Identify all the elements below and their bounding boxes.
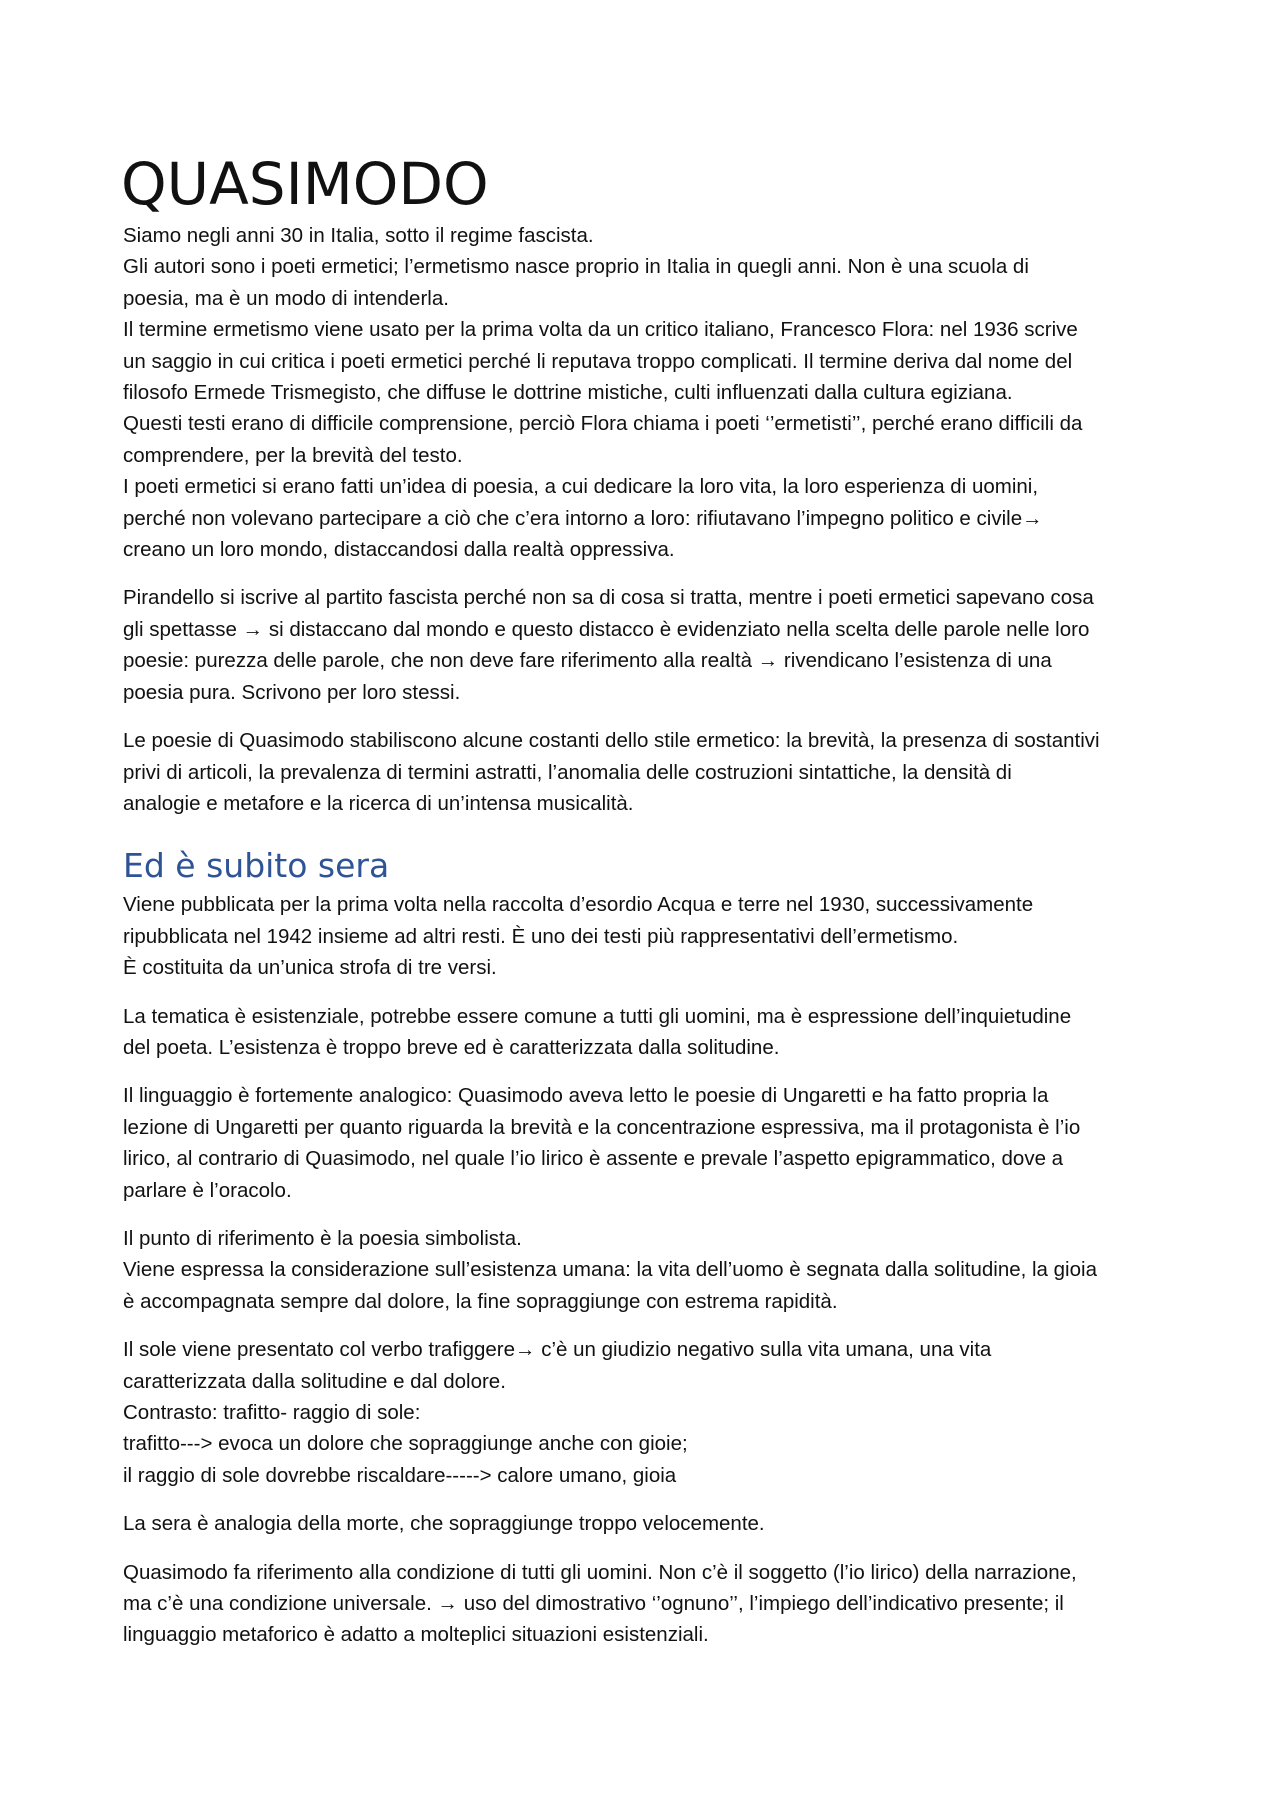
text-line: gli spettasse → si distaccano dal mondo e questo distacco è evidenziato nella scelta delle parole nelle loro: [123, 617, 1090, 641]
text-line: Contrasto: trafitto- raggio di sole:: [123, 1401, 421, 1424]
document-body: [123, 148, 1168, 1668]
text-line: poesia pura. Scrivono per loro stessi.: [123, 680, 461, 704]
text-line: La tematica è esistenziale, potrebbe essere comune a tutti gli uomini, ma è espressione dell’inquietudine: [123, 1004, 1072, 1028]
text-line: Questi testi erano di difficile comprensione, perciò Flora chiama i poeti ‘’ermetisti’’, perché erano difficili da: [123, 412, 1083, 436]
poem-analysis-section: [123, 889, 1168, 1651]
text-line: lirico, al contrario di Quasimodo, nel quale l’io lirico è assente e prevale l’aspetto epigrammatico, dove a: [123, 1147, 1064, 1171]
text-line: privi di articoli, la prevalenza di termini astratti, l’anomalia delle costruzioni sintattiche, la densità di: [123, 760, 1012, 784]
paragraph: [123, 1508, 1168, 1539]
text-line: Viene pubblicata per la prima volta nella raccolta d’esordio Acqua e terre nel 1930, successivamente: [123, 893, 1034, 917]
text-line: filosofo Ermede Trismegisto, che diffuse le dottrine mistiche, culti influenzati dalla cultura egiziana.: [123, 381, 1013, 405]
paragraph: [123, 1557, 1168, 1651]
text-line: Siamo negli anni 30 in Italia, sotto il regime fascista.: [123, 224, 594, 247]
text-line: analogie e metafore e la ricerca di un’intensa musicalità.: [123, 791, 634, 815]
text-line: perché non volevano partecipare a ciò che c’era intorno a loro: rifiutavano l’impegno politico e civile→: [123, 506, 1043, 530]
text-line: Quasimodo fa riferimento alla condizione di tutti gli uomini. Non c’è il soggetto (l’io lirico) della narrazione,: [123, 1560, 1077, 1584]
text-line: caratterizzata dalla solitudine e dal dolore.: [123, 1369, 506, 1393]
paragraph: [123, 889, 1168, 983]
paragraph: [123, 1001, 1168, 1064]
text-line: Viene espressa la considerazione sull’esistenza umana: la vita dell’uomo è segnata dalla solitudine, la gioia: [123, 1258, 1097, 1282]
text-line: creano un loro mondo, distaccandosi dalla realtà oppressiva.: [123, 538, 675, 562]
text-line: È costituita da un’unica strofa di tre versi.: [123, 956, 497, 980]
text-line: trafitto---> evoca un dolore che sopraggiunge anche con gioie;: [123, 1432, 688, 1456]
text-line: Il termine ermetismo viene usato per la prima volta da un critico italiano, Francesco Flora: nel 1936 scrive: [123, 318, 1078, 342]
text-line: del poeta. L’esistenza è troppo breve ed è caratterizzata dalla solitudine.: [123, 1035, 780, 1059]
section-heading: Ed è subito sera: [123, 846, 390, 886]
paragraph: [123, 1223, 1168, 1317]
paragraph: [123, 1080, 1168, 1206]
text-line: Il linguaggio è fortemente analogico: Quasimodo aveva letto le poesie di Ungaretti e ha fatto propria la: [123, 1084, 1049, 1108]
intro-section: [123, 220, 1168, 819]
text-line: un saggio in cui critica i poeti ermetici perché li reputava troppo complicati. Il termine deriva dal nome del: [123, 349, 1073, 373]
text-line: Gli autori sono i poeti ermetici; l’ermetismo nasce proprio in Italia in quegli anni. Non è una scuola di: [123, 255, 1029, 279]
text-line: poesia, ma è un modo di intenderla.: [123, 286, 449, 310]
paragraph: [123, 582, 1168, 708]
text-line: ma c’è una condizione universale. → uso del dimostrativo ‘’ognuno’’, l’impiego dell’indicativo presente; il: [123, 1592, 1064, 1616]
text-line: linguaggio metaforico è adatto a molteplici situazioni esistenziali.: [123, 1623, 709, 1647]
text-line: Il punto di riferimento è la poesia simbolista.: [123, 1226, 522, 1250]
text-line: poesie: purezza delle parole, che non deve fare riferimento alla realtà → rivendicano l’esistenza di una: [123, 649, 1052, 673]
text-line: La sera è analogia della morte, che sopraggiunge troppo velocemente.: [123, 1512, 765, 1536]
text-line: lezione di Ungaretti per quanto riguarda la brevità e la concentrazione espressiva, ma il protagonista è l’io: [123, 1115, 1081, 1139]
text-line: Le poesie di Quasimodo stabiliscono alcune costanti dello stile ermetico: la brevità, la presenza di sostantivi: [123, 729, 1100, 753]
document-title: QUASIMODO: [121, 150, 489, 218]
paragraph: [123, 220, 1168, 565]
text-line: è accompagnata sempre dal dolore, la fine sopraggiunge con estrema rapidità.: [123, 1289, 838, 1313]
text-line: Pirandello si iscrive al partito fascista perché non sa di cosa si tratta, mentre i poeti ermetici sapevano cosa: [123, 586, 1094, 610]
text-line: parlare è l’oracolo.: [123, 1178, 292, 1202]
text-line: comprendere, per la brevità del testo.: [123, 443, 463, 467]
text-line: ripubblicata nel 1942 insieme ad altri resti. È uno dei testi più rappresentativi dell’ermetismo.: [123, 924, 959, 948]
text-line: il raggio di sole dovrebbe riscaldare-----> calore umano, gioia: [123, 1463, 677, 1487]
text-line: I poeti ermetici si erano fatti un’idea di poesia, a cui dedicare la loro vita, la loro esperienza di uomini,: [123, 475, 1039, 499]
paragraph: [123, 725, 1168, 819]
text-line: Il sole viene presentato col verbo trafiggere→ c’è un giudizio negativo sulla vita umana, una vita: [123, 1338, 992, 1362]
paragraph: [123, 1334, 1168, 1491]
